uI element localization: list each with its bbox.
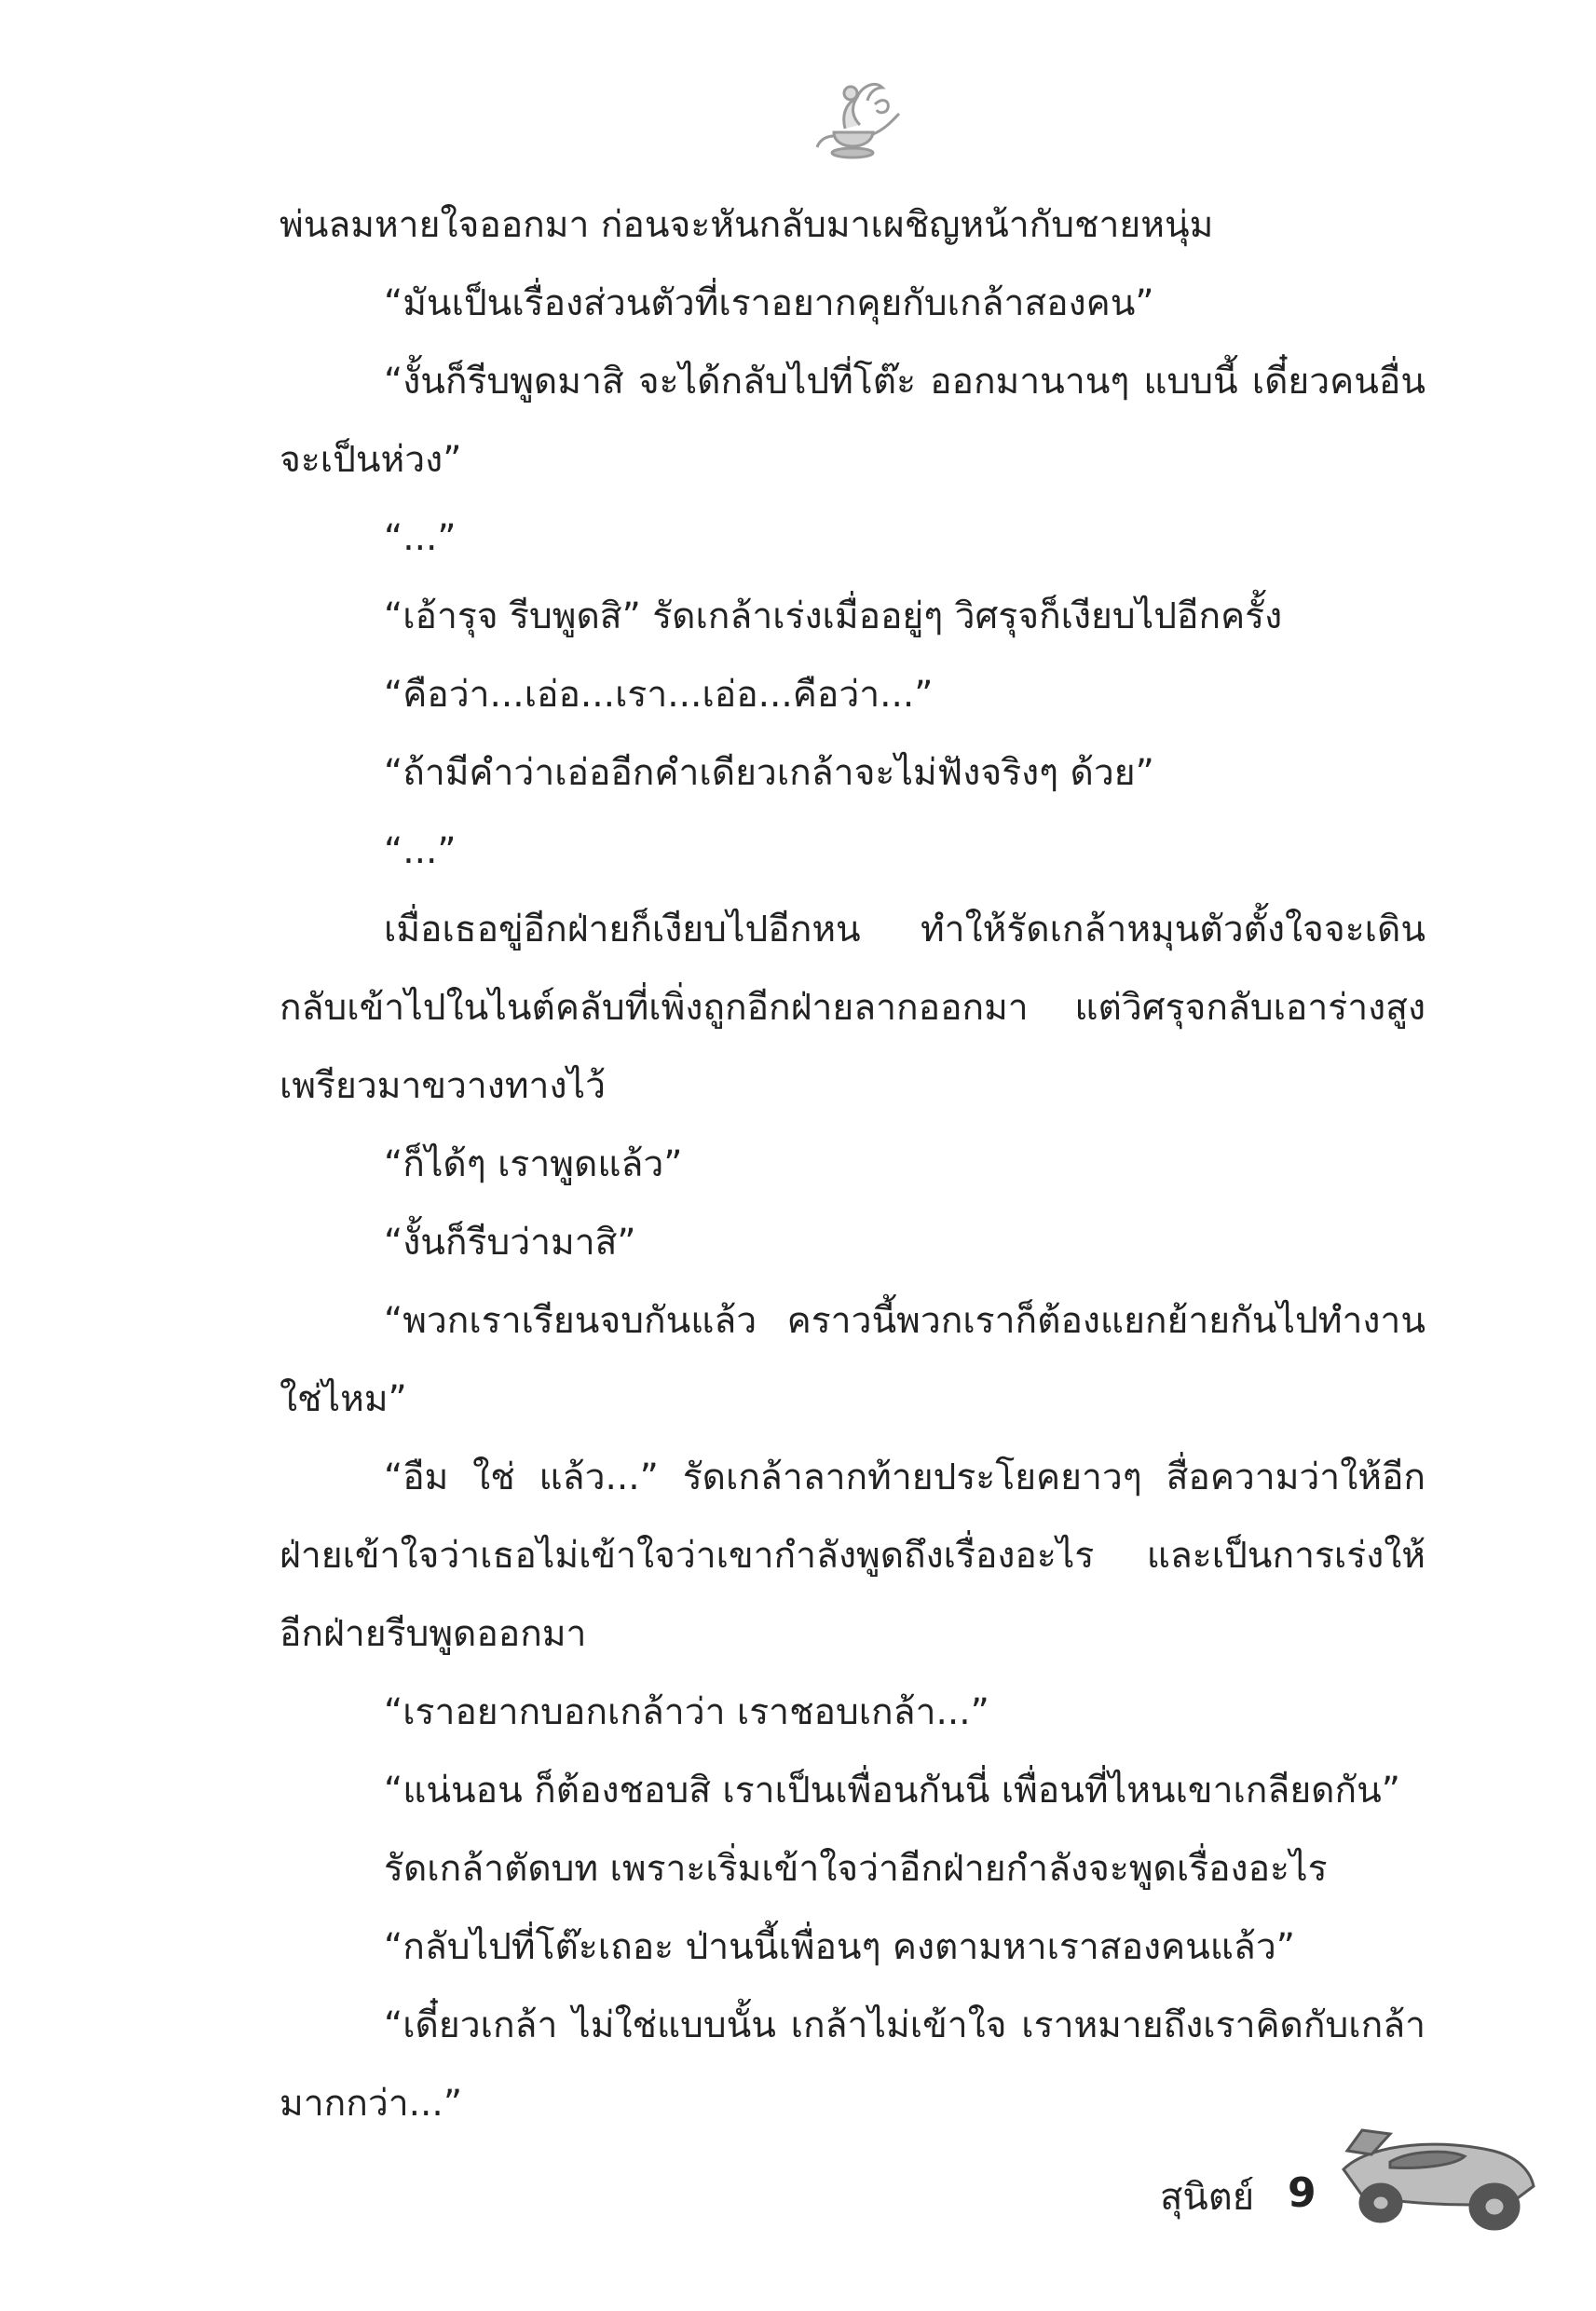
paragraph: “ถ้ามีคำว่าเอ่ออีกคำเดียวเกล้าจะไม่ฟังจริงๆ ด้วย” xyxy=(384,752,1154,794)
paragraph: “มันเป็นเรื่องส่วนตัวที่เราอยากคุยกับเกล้าสองคน” xyxy=(384,282,1154,324)
race-car-icon xyxy=(1334,2113,1539,2235)
paragraph: “เดี๋ยวเกล้า ไม่ใช่แบบนั้น เกล้าไม่เข้าใจ เราหมายถึงเราคิดกับเกล้ามากกว่า...” xyxy=(280,2004,1425,2125)
paragraph: “งั้นก็รีบว่ามาสิ” xyxy=(384,1222,636,1264)
paragraph: “กลับไปที่โต๊ะเถอะ ป่านนี้เพื่อนๆ คงตามหาเราสองคนแล้ว” xyxy=(384,1926,1295,1968)
paragraph: “อืม ใช่ แล้ว...” รัดเกล้าลากท้ายประโยคยาวๆ สื่อความว่าให้อีกฝ่ายเข้าใจว่าเธอไม่เข้าใจว่าเขากำลังพูดถึงเรื่องอะไร และเป็นการเร่งให้อีกฝ่ายรีบพูดออกมา xyxy=(280,1456,1425,1655)
footer-author-label: สุนิตย์ xyxy=(1160,2176,1255,2219)
page-number: 9 xyxy=(1288,2169,1316,2217)
paragraph: “...” xyxy=(384,830,457,872)
paragraph: “พวกเราเรียนจบกันแล้ว คราวนี้พวกเราก็ต้องแยกย้ายกันไปทำงานใช่ไหม” xyxy=(280,1300,1425,1420)
paragraph: “คือว่า...เอ่อ...เรา...เอ่อ...คือว่า...” xyxy=(384,674,934,716)
paragraph: รัดเกล้าตัดบท เพราะเริ่มเข้าใจว่าอีกฝ่ายกำลังจะพูดเรื่องอะไร xyxy=(384,1848,1328,1890)
paragraph: “เราอยากบอกเกล้าว่า เราชอบเกล้า...” xyxy=(384,1691,989,1733)
paragraph: “ก็ได้ๆ เราพูดแล้ว” xyxy=(384,1143,683,1185)
magic-lamp-icon xyxy=(797,67,908,179)
paragraph: พ่นลมหายใจออกมา ก่อนจะหันกลับมาเผชิญหน้ากับชายหนุ่ม xyxy=(280,204,1214,246)
paragraph: “...” xyxy=(384,517,457,559)
paragraph: เมื่อเธอขู่อีกฝ่ายก็เงียบไปอีกหน ทำให้รัดเกล้าหมุนตัวตั้งใจจะเดินกลับเข้าไปในไนต์คลับที่เพิ่งถูกอีกฝ่ายลากออกมา แต่วิศรุจกลับเอาร่างสูงเพรียวมาขวางทางไว้ xyxy=(280,909,1425,1107)
paragraph: “แน่นอน ก็ต้องชอบสิ เราเป็นเพื่อนกันนี่ เพื่อนที่ไหนเขาเกลียดกัน” xyxy=(384,1770,1400,1812)
body-text xyxy=(280,186,1425,2143)
paragraph: “เอ้ารุจ รีบพูดสิ” รัดเกล้าเร่งเมื่ออยู่ๆ วิศรุจก็เงียบไปอีกครั้ง xyxy=(384,595,1283,637)
paragraph: “งั้นก็รีบพูดมาสิ จะได้กลับไปที่โต๊ะ ออกมานานๆ แบบนี้ เดี๋ยวคนอื่นจะเป็นห่วง” xyxy=(280,361,1425,481)
